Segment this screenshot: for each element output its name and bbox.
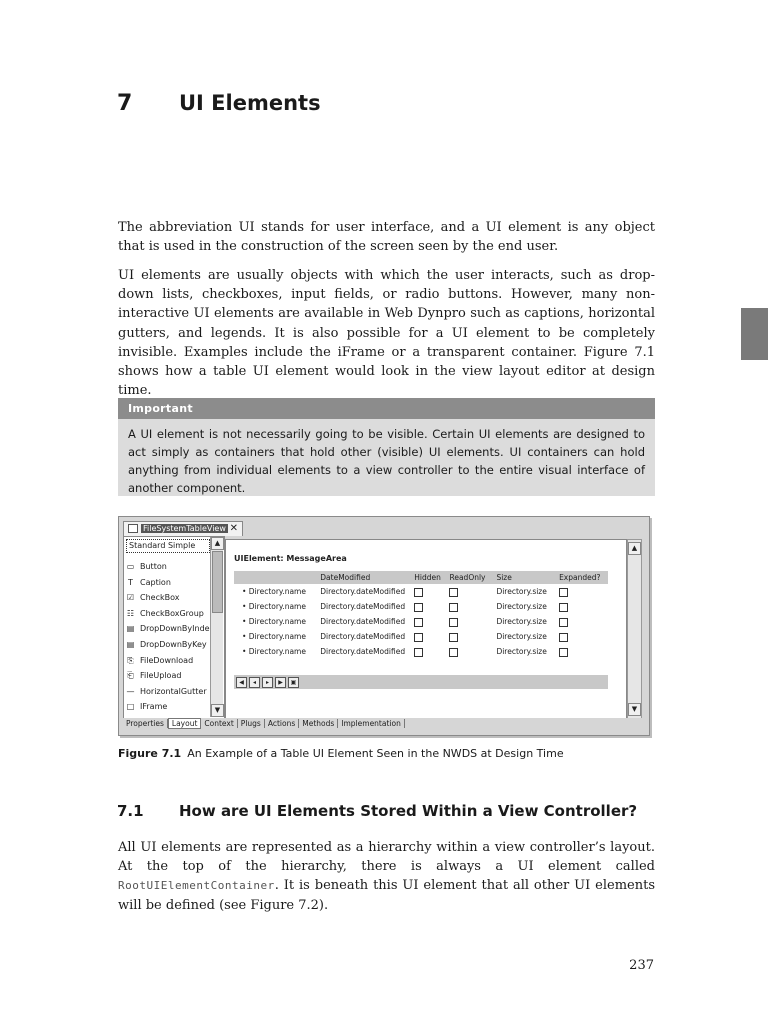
- palette-item[interactable]: [126, 668, 210, 684]
- table-ui-element[interactable]: [234, 571, 608, 659]
- checkbox[interactable]: [449, 603, 458, 612]
- table-cell: [559, 614, 608, 629]
- palette-item[interactable]: [126, 559, 210, 575]
- section-number: 7.1: [117, 802, 144, 820]
- editor-bottom-tab[interactable]: Layout: [168, 718, 202, 729]
- editor-tab[interactable]: [123, 521, 243, 536]
- checkbox[interactable]: [414, 603, 423, 612]
- scroll-down-icon[interactable]: ▼: [211, 704, 224, 717]
- checkbox[interactable]: [449, 633, 458, 642]
- palette-item[interactable]: [126, 606, 210, 622]
- palette-scrollbar[interactable]: [210, 537, 223, 717]
- table-cell: [449, 599, 496, 614]
- table-cell: Directory.size: [496, 602, 547, 611]
- first-page-icon[interactable]: ◀: [236, 677, 247, 688]
- table-cell: • Directory.name: [242, 647, 306, 656]
- palette-list: [126, 559, 210, 715]
- table-header-cell: DateModified: [320, 573, 371, 582]
- table-header-cell: ReadOnly: [449, 573, 486, 582]
- palette-item-label: DropDownByInde: [140, 624, 210, 634]
- palette-item[interactable]: [126, 699, 210, 715]
- chapter-title: UI Elements: [179, 91, 321, 115]
- table-cell: Directory.dateModified: [320, 602, 406, 611]
- editor-bottom-tab[interactable]: Implementation: [338, 719, 405, 728]
- checkbox[interactable]: [414, 648, 423, 657]
- table-cell: [414, 644, 449, 659]
- figure-caption-text: An Example of a Table UI Element Seen in the NWDS at Design Time: [187, 747, 564, 760]
- table-cell: [449, 614, 496, 629]
- editor-bottom-tab[interactable]: Plugs: [238, 719, 265, 728]
- table-header-cell: Expanded?: [559, 573, 601, 582]
- table-body: [234, 584, 608, 659]
- page-icon[interactable]: ▣: [288, 677, 299, 688]
- table-row: [234, 584, 608, 599]
- table-cell: Directory.size: [496, 632, 547, 641]
- table-cell: [414, 629, 449, 644]
- canvas-scrollbar[interactable]: [627, 539, 642, 719]
- table-cell: Directory.dateModified: [320, 587, 406, 596]
- table-cell: Directory.dateModified: [320, 617, 406, 626]
- table-cell: [449, 584, 496, 599]
- palette-item-label: CheckBox: [140, 593, 180, 603]
- table-cell: [559, 599, 608, 614]
- table-row: [234, 599, 608, 614]
- checkbox[interactable]: [449, 648, 458, 657]
- palette-item-icon: ☑: [126, 593, 135, 603]
- editor-bottom-tab[interactable]: Methods: [299, 719, 338, 728]
- palette-item-label: Caption: [140, 577, 171, 587]
- checkbox[interactable]: [559, 618, 568, 627]
- editor-bottom-tab[interactable]: Context: [201, 719, 237, 728]
- table-cell: [449, 629, 496, 644]
- palette-item-label: HorizontalGutter: [140, 686, 207, 696]
- checkbox[interactable]: [414, 633, 423, 642]
- palette-item-icon: ⎘: [127, 655, 134, 665]
- palette-panel: [123, 536, 225, 720]
- palette-item-icon: □: [126, 702, 135, 712]
- palette-item-label: DropDownByKey: [140, 639, 207, 649]
- table-cell: [414, 614, 449, 629]
- checkbox[interactable]: [414, 618, 423, 627]
- checkbox[interactable]: [449, 588, 458, 597]
- checkbox[interactable]: [414, 588, 423, 597]
- checkbox[interactable]: [559, 648, 568, 657]
- scroll-up-icon[interactable]: ▲: [211, 537, 224, 550]
- palette-item-icon: T: [128, 577, 133, 587]
- close-icon[interactable]: ✕: [229, 523, 238, 534]
- table-cell: Directory.size: [496, 587, 547, 596]
- figure-label: Figure 7.1: [118, 747, 182, 760]
- table-cell: Directory.dateModified: [320, 632, 406, 641]
- table-cell: [449, 644, 496, 659]
- palette-item-icon: ▤: [126, 639, 135, 649]
- next-page-icon[interactable]: ▸: [262, 677, 273, 688]
- scroll-up-icon[interactable]: ▲: [628, 542, 641, 555]
- table-cell: Directory.size: [496, 647, 547, 656]
- palette-item-icon: ▭: [126, 562, 135, 571]
- editor-tab-label: FileSystemTableView: [143, 524, 226, 533]
- table-cell: Directory.size: [496, 617, 547, 626]
- checkbox[interactable]: [559, 588, 568, 597]
- editor-bottom-tabs: [123, 718, 643, 730]
- table-header-cell: Hidden: [414, 573, 441, 582]
- prev-page-icon[interactable]: ◂: [249, 677, 260, 688]
- section-title: How are UI Elements Stored Within a View Controller?: [179, 802, 638, 820]
- paragraph-ui-elements: UI elements are usually objects with which the user interacts, such as drop-down lists, checkboxes, input fields, or radio buttons. However, many non-interactive UI elements are available in Web Dynpro such as captions, horizontal gutters, and legends. It is also possible for a UI element to be completely invisible. Examples include the iFrame or a transparent container. Figure 7.1 shows how a table UI element would look in the view layout editor at design time.: [118, 268, 655, 399]
- table-row: [234, 644, 608, 659]
- paragraph-hierarchy-start: All UI elements are represented as a hierarchy within a view controller’s layout. At the top of the hierarchy, there is always a UI element called: [118, 840, 655, 875]
- palette-item-label: FileUpload: [140, 671, 182, 681]
- palette-item-icon: ▤: [126, 624, 135, 634]
- table-cell: [559, 584, 608, 599]
- palette-item-icon: ☷: [126, 608, 135, 618]
- page-number: 237: [629, 958, 654, 973]
- palette-item[interactable]: [126, 653, 210, 669]
- important-heading: Important: [118, 398, 655, 419]
- table-cell: • Directory.name: [242, 602, 306, 611]
- checkbox[interactable]: [449, 618, 458, 627]
- window-icon: [128, 524, 138, 533]
- table-header: [234, 571, 608, 584]
- palette-item-label: IFrame: [140, 702, 168, 712]
- paragraph-intro: The abbreviation UI stands for user interface, and a UI element is any object that is used in the construction of the screen seen by the end user.: [118, 220, 655, 255]
- table-cell: Directory.dateModified: [320, 647, 406, 656]
- scroll-thumb[interactable]: [212, 551, 223, 613]
- table-navigator: [234, 675, 608, 689]
- table-cell: • Directory.name: [242, 632, 306, 641]
- table-cell: [414, 584, 449, 599]
- palette-item[interactable]: [126, 637, 210, 653]
- palette-item-icon: —: [126, 686, 135, 696]
- editor-bottom-tab[interactable]: Actions: [265, 719, 299, 728]
- table-cell: • Directory.name: [242, 587, 306, 596]
- checkbox[interactable]: [559, 603, 568, 612]
- layout-canvas: [225, 539, 627, 719]
- code-root-container: RootUIElementContainer: [118, 879, 275, 893]
- table-header-cell: Size: [496, 573, 512, 582]
- checkbox[interactable]: [559, 633, 568, 642]
- table-cell: [559, 629, 608, 644]
- table-header-cell: [234, 571, 320, 584]
- last-page-icon[interactable]: ▶: [275, 677, 286, 688]
- figure-caption: [118, 747, 564, 760]
- chapter-number: 7: [117, 91, 133, 116]
- paragraph-hierarchy: [118, 838, 655, 915]
- palette-item-label: FileDownload: [140, 655, 194, 665]
- palette-dropdown[interactable]: Standard Simple: [126, 539, 210, 553]
- table-cell: • Directory.name: [242, 617, 306, 626]
- scroll-down-icon[interactable]: ▼: [628, 703, 641, 716]
- table-cell: [414, 599, 449, 614]
- chapter-thumb-tab: [741, 308, 768, 360]
- palette-item[interactable]: [126, 575, 210, 591]
- important-box: [118, 398, 655, 496]
- table-row: [234, 614, 608, 629]
- palette-item-label: CheckBoxGroup: [140, 608, 204, 618]
- palette-item[interactable]: [126, 590, 210, 606]
- editor-bottom-tab[interactable]: Properties: [123, 719, 168, 728]
- palette-item[interactable]: [126, 684, 210, 700]
- paragraph-hierarchy-end: . It is beneath this UI element that all other UI elements will be defined (see Figure 7.2).: [118, 878, 655, 913]
- important-text: A UI element is not necessarily going to be visible. Certain UI elements are designed to act simply as containers that hold other (visible) UI elements. UI containers can hold anything from individual elements to a view controller to the entire visual interface of another component.: [128, 427, 645, 495]
- table-row: [234, 629, 608, 644]
- palette-item[interactable]: [126, 621, 210, 637]
- table-cell: [559, 644, 608, 659]
- figure-screenshot: [118, 516, 650, 736]
- palette-item-icon: ⎗: [127, 671, 134, 681]
- canvas-title: UIElement: MessageArea: [234, 554, 347, 563]
- palette-item-label: Button: [140, 562, 167, 571]
